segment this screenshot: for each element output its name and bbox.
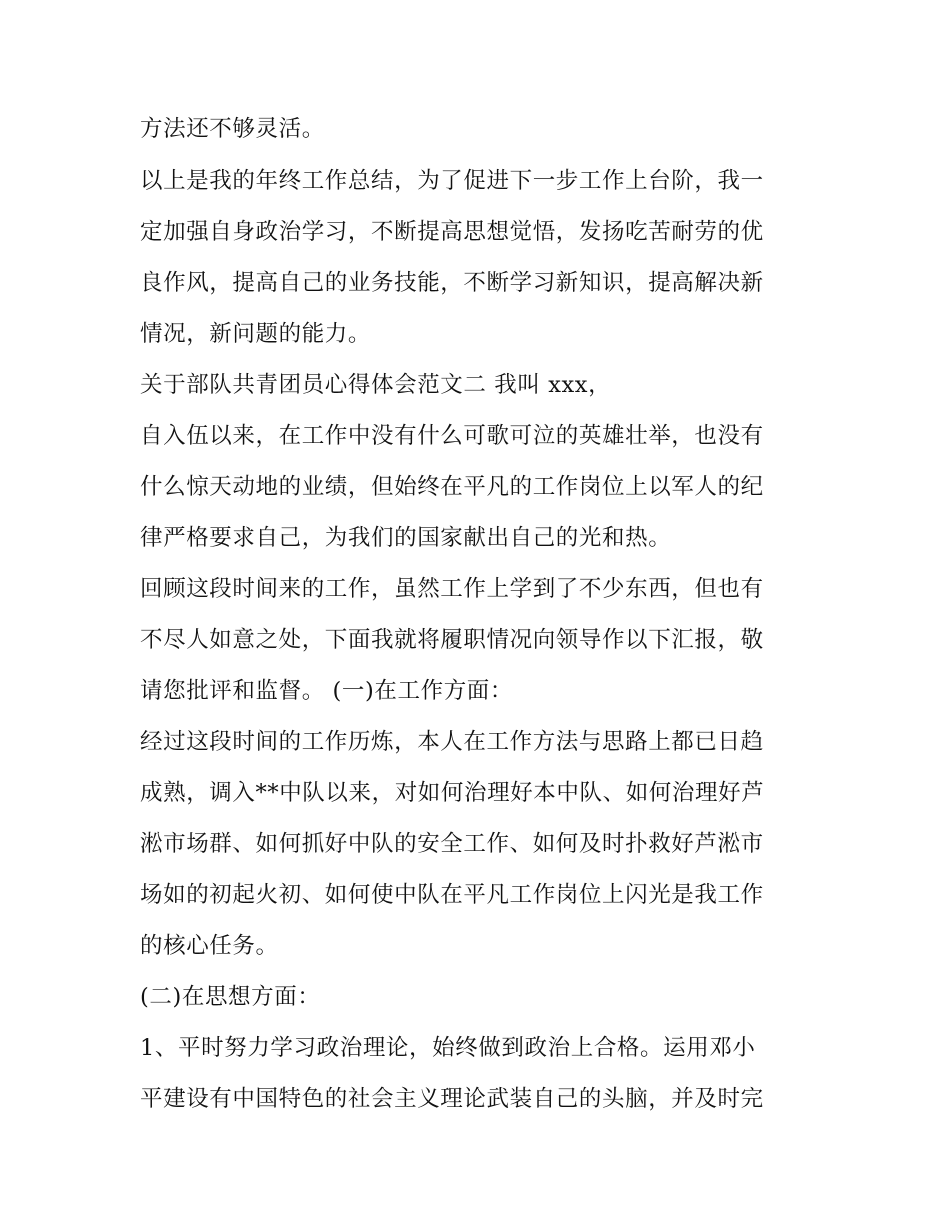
text-line: 场如的初起火初、如何使中队在平凡工作岗位上闪光是我工作 bbox=[140, 882, 764, 908]
text-line: 律严格要求自己，为我们的国家献出自己的光和热。 bbox=[140, 525, 672, 551]
text-line: 经过这段时间的工作历炼，本人在工作方法与思路上都已日趋 bbox=[140, 729, 764, 755]
text-line: 回顾这段时间来的工作，虽然工作上学到了不少东西，但也有 bbox=[140, 576, 764, 602]
text-line: 什么惊天动地的业绩，但始终在平凡的工作岗位上以军人的纪 bbox=[140, 474, 764, 500]
text-line: 平建设有中国特色的社会主义理论武装自己的头脑，并及时完 bbox=[140, 1086, 764, 1112]
text-line: 请您批评和监督。 (一)在工作方面： bbox=[140, 678, 514, 704]
text-line: 关于部队共青团员心得体会范文二 我叫 xxx， bbox=[140, 372, 612, 398]
text-line: 1、平时努力学习政治理论，始终做到政治上合格。运用邓小 bbox=[140, 1035, 756, 1061]
text-line: 自入伍以来，在工作中没有什么可歌可泣的英雄壮举，也没有 bbox=[140, 423, 764, 449]
text-line: 以上是我的年终工作总结，为了促进下一步工作上台阶，我一 bbox=[140, 168, 764, 194]
text-line: (二)在思想方面： bbox=[140, 984, 321, 1010]
text-line: 方法还不够灵活。 bbox=[140, 116, 325, 142]
text-line: 情况，新问题的能力。 bbox=[140, 321, 372, 347]
text-line: 成熟，调入**中队以来，对如何治理好本中队、如何治理好芦 bbox=[140, 780, 765, 806]
text-line: 定加强自身政治学习，不断提高思想觉悟，发扬吃苦耐劳的优 bbox=[140, 219, 764, 245]
text-line: 淞市场群、如何抓好中队的安全工作、如何及时扑救好芦淞市 bbox=[140, 831, 764, 857]
text-line: 的核心任务。 bbox=[140, 933, 279, 959]
text-line: 良作风，提高自己的业务技能，不断学习新知识，提高解决新 bbox=[140, 270, 764, 296]
text-line: 不尽人如意之处，下面我就将履职情况向领导作以下汇报，敬 bbox=[140, 627, 764, 653]
